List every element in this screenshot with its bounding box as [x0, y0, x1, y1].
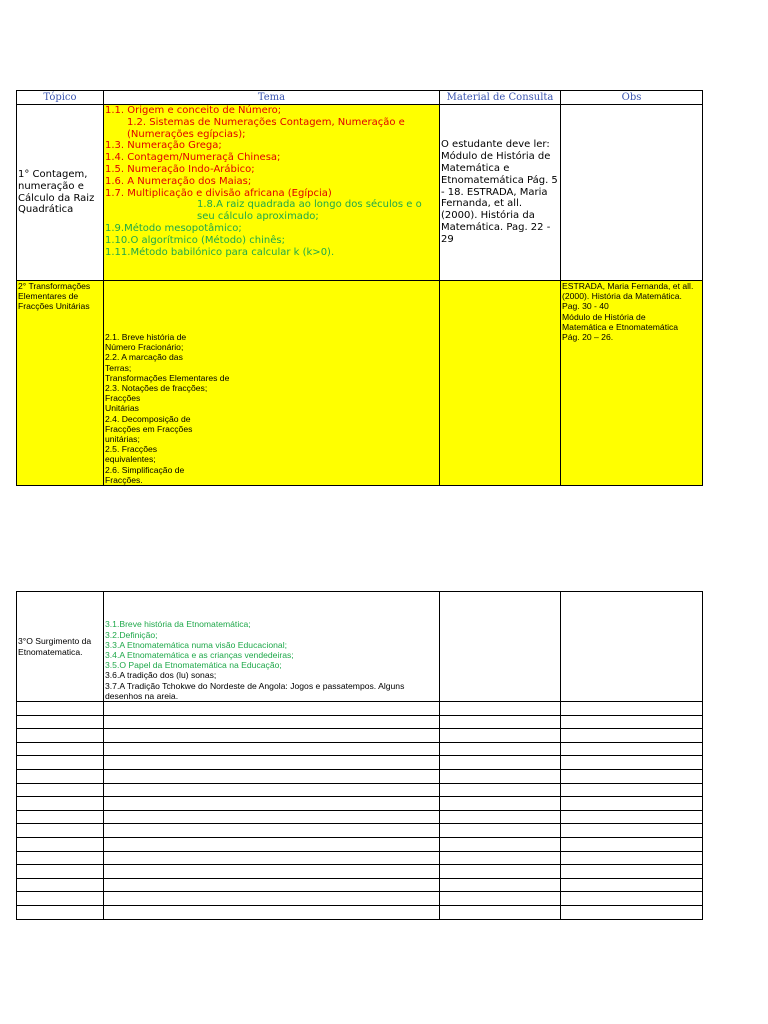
- curriculum-table-1: [16, 90, 703, 486]
- empty-cell: [104, 878, 440, 892]
- empty-row: [17, 851, 703, 865]
- empty-cell: [561, 715, 703, 729]
- empty-cell: [440, 715, 561, 729]
- theme-line: Unitárias: [105, 403, 139, 414]
- empty-cell: [104, 715, 440, 729]
- theme-line: 1.9.Método mesopotâmico;: [105, 222, 242, 234]
- theme-line: Fracções.: [105, 474, 143, 485]
- empty-cell: [561, 702, 703, 716]
- theme-line: Transformações Elementares de: [105, 372, 230, 383]
- empty-cell: [440, 824, 561, 838]
- theme-line: 1.7. Multiplicação e divisão africana (Egípcia): [105, 187, 332, 199]
- obs-line: Matemática e Etnomatemática: [562, 321, 679, 332]
- empty-cell: [17, 905, 104, 919]
- empty-cell: [17, 810, 104, 824]
- empty-cell: [561, 729, 703, 743]
- empty-cell: [561, 851, 703, 865]
- empty-cell: [17, 892, 104, 906]
- empty-cell: [440, 702, 561, 716]
- obs-line: Pág. 20 – 26.: [562, 332, 614, 343]
- empty-cell: [17, 729, 104, 743]
- empty-row: [17, 824, 703, 838]
- empty-cell: [104, 851, 440, 865]
- empty-cell: [561, 742, 703, 756]
- theme-line: Fracções: [105, 393, 141, 404]
- empty-cell: [104, 769, 440, 783]
- empty-cell: [17, 837, 104, 851]
- empty-cell: [17, 824, 104, 838]
- empty-cell: [104, 797, 440, 811]
- empty-cell: [104, 865, 440, 879]
- theme-line: 1.11.Método babilónico para calcular k (k>0).: [105, 246, 335, 258]
- theme-line: 2.3. Notações de fracções;: [105, 382, 208, 393]
- theme-line: 2.5. Fracções: [105, 444, 158, 455]
- empty-cell: [440, 851, 561, 865]
- empty-cell: [104, 783, 440, 797]
- theme-line: 2.2. A marcação das: [105, 352, 183, 363]
- empty-cell: [561, 797, 703, 811]
- table-row: [17, 281, 703, 486]
- empty-row: [17, 905, 703, 919]
- theme-line: 1.5. Numeração Indo-Arábico;: [105, 163, 255, 175]
- theme-cell-2: [104, 281, 440, 486]
- header-obs: Obs: [561, 91, 703, 105]
- theme-line: Número Fracionário;: [105, 342, 184, 353]
- empty-cell: [561, 878, 703, 892]
- theme-line: 3.4.A Etnomatemática e as crianças vendedeiras;: [105, 649, 294, 660]
- theme-line: 3.1.Breve história da Etnomatemática;: [105, 619, 251, 630]
- empty-row: [17, 797, 703, 811]
- material-cell-2: [440, 281, 561, 486]
- theme-line: 3.7.A Tradição Tchokwe do Nordeste de Angola: Jogos e passatempos. Alguns desenhos na areia.: [105, 680, 405, 701]
- empty-cell: [104, 810, 440, 824]
- empty-row: [17, 837, 703, 851]
- empty-cell: [440, 892, 561, 906]
- obs-line: ESTRADA, Maria Fernanda, et all.: [562, 281, 694, 291]
- empty-cell: [440, 810, 561, 824]
- empty-cell: [440, 905, 561, 919]
- obs-cell-3: [561, 592, 703, 702]
- empty-cell: [440, 865, 561, 879]
- curriculum-table-2: [16, 591, 703, 920]
- empty-cell: [104, 702, 440, 716]
- empty-row: [17, 769, 703, 783]
- empty-cell: [17, 715, 104, 729]
- topic-cell-2: 2° Transformações Elementares de Fracções Unitárias: [17, 281, 104, 486]
- theme-line: 1.2. Sistemas de Numerações Contagem, Numeração e (Numerações egípcias);: [127, 116, 405, 140]
- empty-cell: [17, 851, 104, 865]
- obs-cell-2: [561, 281, 703, 486]
- empty-cell: [561, 905, 703, 919]
- theme-line: 2.6. Simplificação de: [105, 464, 185, 475]
- obs-cell-1: [561, 105, 703, 281]
- topic-cell-3: 3°O Surgimento da Etnomatematica.: [17, 592, 104, 702]
- empty-row: [17, 742, 703, 756]
- empty-cell: [561, 756, 703, 770]
- theme-line: 3.3.A Etnomatemática numa visão Educacional;: [105, 639, 288, 650]
- theme-line: equivalentes;: [105, 454, 156, 465]
- theme-line: 3.5.O Papel da Etnomatemática na Educação;: [105, 660, 282, 671]
- empty-row: [17, 702, 703, 716]
- empty-cell: [17, 878, 104, 892]
- theme-cell-1: [104, 105, 440, 281]
- empty-row: [17, 810, 703, 824]
- theme-line: 2.1. Breve história de: [105, 331, 187, 342]
- header-topico: Tópico: [17, 91, 104, 105]
- empty-cell: [104, 729, 440, 743]
- theme-line: 3.2.Definição;: [105, 629, 158, 640]
- table-row: [17, 105, 703, 281]
- empty-cell: [104, 742, 440, 756]
- empty-cell: [104, 892, 440, 906]
- empty-cell: [17, 769, 104, 783]
- theme-line: 2.4. Decomposição de: [105, 413, 191, 424]
- theme-line: Terras;: [105, 362, 132, 373]
- theme-line: 1.6. A Numeração dos Maias;: [105, 175, 252, 187]
- empty-row: [17, 892, 703, 906]
- theme-line: 1.1. Origem e conceito de Número;: [105, 105, 282, 116]
- empty-cell: [561, 865, 703, 879]
- empty-cell: [440, 837, 561, 851]
- empty-cell: [440, 742, 561, 756]
- empty-cell: [440, 783, 561, 797]
- empty-cell: [17, 783, 104, 797]
- empty-cell: [17, 742, 104, 756]
- theme-cell-3: [104, 592, 440, 702]
- empty-cell: [561, 837, 703, 851]
- empty-cell: [17, 797, 104, 811]
- theme-line: 1.10.O algorítmico (Método) chinês;: [105, 234, 285, 246]
- empty-cell: [561, 892, 703, 906]
- empty-cell: [561, 769, 703, 783]
- empty-cell: [17, 702, 104, 716]
- empty-rows: [17, 702, 703, 920]
- header-material: Material de Consulta: [440, 91, 561, 105]
- empty-cell: [17, 756, 104, 770]
- table-row: [17, 592, 703, 702]
- material-cell-3: [440, 592, 561, 702]
- header-tema: Tema: [104, 91, 440, 105]
- material-cell-1: O estudante deve ler: Módulo de História de Matemática e Etnomatemática Pág. 5 - 18. ESTRADA, Maria Fernanda, et all. (2000). História da Matemática. Pag. 22 - 29: [440, 105, 561, 281]
- empty-cell: [104, 905, 440, 919]
- empty-row: [17, 756, 703, 770]
- obs-line: Pag. 30 - 40: [562, 301, 609, 312]
- empty-cell: [104, 837, 440, 851]
- empty-row: [17, 729, 703, 743]
- empty-row: [17, 865, 703, 879]
- empty-cell: [561, 810, 703, 824]
- obs-line: Módulo de História de: [562, 311, 646, 322]
- empty-cell: [440, 797, 561, 811]
- obs-line: (2000). História da Matemática.: [562, 291, 682, 302]
- empty-row: [17, 878, 703, 892]
- theme-line: 1.4. Contagem/Numeraçã Chinesa;: [105, 152, 281, 164]
- theme-line: unitárias;: [105, 433, 140, 444]
- empty-cell: [104, 756, 440, 770]
- empty-cell: [440, 769, 561, 783]
- theme-line: 1.3. Numeração Grega;: [105, 140, 222, 152]
- empty-cell: [561, 824, 703, 838]
- theme-line: 3.6.A tradição dos (lu) sonas;: [105, 670, 217, 681]
- empty-cell: [104, 824, 440, 838]
- empty-cell: [17, 865, 104, 879]
- theme-line: 1.8.A raiz quadrada ao longo dos séculos e o seu cálculo aproximado;: [197, 199, 422, 223]
- empty-cell: [440, 756, 561, 770]
- table-header-row: [17, 91, 703, 105]
- empty-row: [17, 715, 703, 729]
- theme-line: Fracções em Fracções: [105, 423, 193, 434]
- empty-row: [17, 783, 703, 797]
- empty-cell: [561, 783, 703, 797]
- empty-cell: [440, 729, 561, 743]
- empty-cell: [440, 878, 561, 892]
- topic-cell-1: 1° Contagem, numeração e Cálculo da Raiz Quadrática: [17, 105, 104, 281]
